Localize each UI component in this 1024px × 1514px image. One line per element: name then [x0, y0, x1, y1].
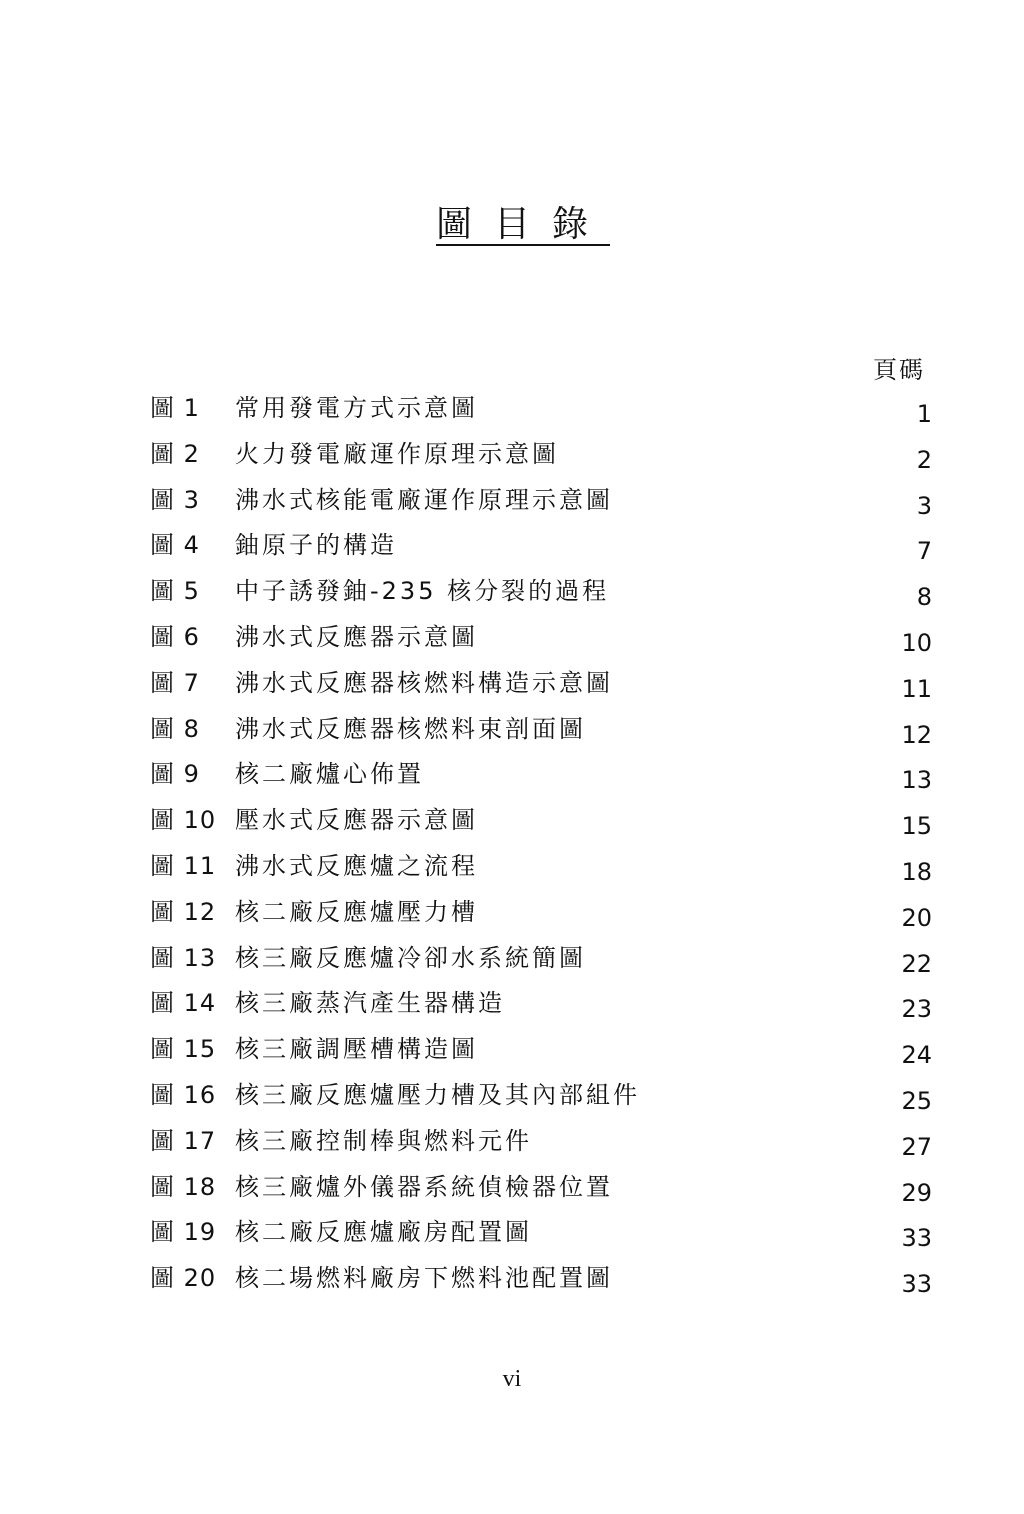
figure-page-number: 13	[901, 766, 932, 795]
figure-page-number: 3	[916, 491, 932, 520]
list-item	[150, 1214, 940, 1260]
figure-title: 沸水式反應爐之流程	[235, 851, 478, 880]
figure-title: 沸水式反應器核燃料束剖面圖	[235, 714, 586, 743]
list-item	[150, 527, 940, 573]
figure-title: 核二場燃料廠房下燃料池配置圖	[235, 1264, 613, 1293]
figure-page-number: 15	[901, 812, 932, 841]
figure-title: 中子誘發鈾-235 核分裂的過程	[235, 577, 610, 606]
list-item	[150, 894, 940, 940]
figure-page-number: 1	[916, 400, 932, 428]
figure-page-number: 18	[901, 857, 932, 886]
figure-page-number: 10	[901, 628, 932, 657]
figure-label: 圖 10	[150, 806, 217, 835]
figure-page-number: 2	[916, 445, 932, 474]
figure-page-number: 11	[901, 674, 932, 703]
list-item	[150, 848, 940, 894]
figure-page-number: 33	[901, 1224, 932, 1253]
figure-label: 圖 16	[150, 1080, 217, 1109]
figure-label: 圖 18	[150, 1172, 217, 1201]
figure-page-number: 24	[901, 1041, 932, 1070]
figure-label: 圖 11	[150, 851, 217, 880]
list-item	[150, 1031, 940, 1077]
figure-page-number: 12	[901, 720, 932, 749]
list-item	[150, 1123, 940, 1169]
figure-title: 鈾原子的構造	[235, 531, 397, 560]
figure-page-number: 33	[901, 1270, 932, 1299]
figure-label: 圖 13	[150, 943, 217, 972]
figure-label: 圖 5	[150, 577, 200, 606]
figure-title: 沸水式反應器示意圖	[235, 622, 478, 651]
list-item	[150, 1077, 940, 1123]
figure-title: 核三廠反應爐冷卻水系統簡圖	[235, 943, 586, 972]
figure-label: 圖 2	[150, 439, 200, 468]
list-item	[150, 390, 940, 436]
figure-label: 圖 12	[150, 897, 217, 926]
list-item	[150, 619, 940, 665]
figure-title: 壓水式反應器示意圖	[235, 806, 478, 835]
figure-title: 核二廠反應爐壓力槽	[235, 897, 478, 926]
figure-list	[150, 390, 940, 1306]
figure-title: 核三廠蒸汽產生器構造	[235, 989, 505, 1018]
figure-label: 圖 6	[150, 622, 200, 651]
page-number: vi	[502, 1366, 522, 1392]
figure-label: 圖 4	[150, 531, 200, 560]
figure-label: 圖 15	[150, 1035, 217, 1064]
figure-label: 圖 7	[150, 668, 200, 697]
figure-title: 核三廠爐外儀器系統偵檢器位置	[235, 1172, 613, 1201]
list-item	[150, 756, 940, 802]
page-title	[0, 196, 1024, 247]
list-item	[150, 665, 940, 711]
page-title-text: 圖目錄	[435, 204, 610, 245]
figure-label: 圖 20	[150, 1264, 217, 1293]
list-item	[150, 802, 940, 848]
figure-page-number: 23	[901, 995, 932, 1024]
list-item	[150, 1169, 940, 1215]
figure-label: 圖 8	[150, 714, 200, 743]
figure-title: 核三廠調壓槽構造圖	[235, 1035, 478, 1064]
figure-title: 沸水式核能電廠運作原理示意圖	[235, 485, 613, 514]
figure-page-number: 27	[901, 1132, 932, 1161]
figure-page-number: 25	[901, 1086, 932, 1115]
figure-label: 圖 3	[150, 485, 200, 514]
figure-title: 火力發電廠運作原理示意圖	[235, 439, 559, 468]
figure-label: 圖 1	[150, 394, 200, 422]
figure-label: 圖 14	[150, 989, 217, 1018]
figure-title: 常用發電方式示意圖	[235, 394, 478, 422]
figure-page-number: 8	[916, 583, 932, 612]
figure-page-number: 22	[901, 949, 932, 978]
figure-page-number: 7	[916, 537, 932, 566]
figure-label: 圖 17	[150, 1126, 217, 1155]
list-item	[150, 573, 940, 619]
list-item	[150, 436, 940, 482]
list-item	[150, 985, 940, 1031]
figure-title: 核二廠爐心佈置	[235, 760, 424, 789]
list-item	[150, 482, 940, 528]
figure-title: 核三廠控制棒與燃料元件	[235, 1126, 532, 1155]
figure-page-number: 29	[901, 1178, 932, 1207]
figure-label: 圖 9	[150, 760, 200, 789]
figure-label: 圖 19	[150, 1218, 217, 1247]
figure-title: 核二廠反應爐廠房配置圖	[235, 1218, 532, 1247]
list-item	[150, 711, 940, 757]
figure-page-number: 20	[901, 903, 932, 932]
list-item	[150, 1260, 940, 1306]
list-item	[150, 940, 940, 986]
page-column-header: 頁碼	[873, 356, 925, 384]
figure-title: 沸水式反應器核燃料構造示意圖	[235, 668, 613, 697]
figure-title: 核三廠反應爐壓力槽及其內部組件	[235, 1080, 640, 1109]
